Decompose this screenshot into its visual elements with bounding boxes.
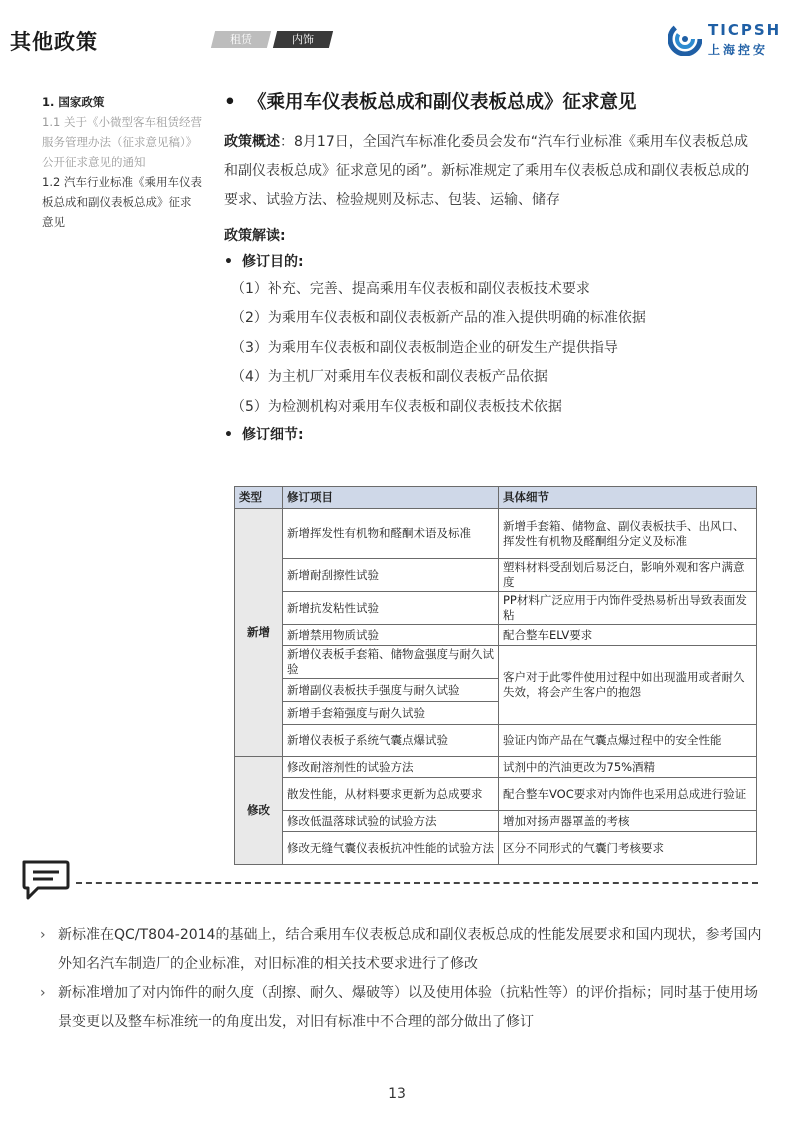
table-header-row xyxy=(235,487,757,509)
table-cell-item: 新增抗发粘性试验 xyxy=(283,592,499,625)
table-cell-item: 新增挥发性有机物和醛酮术语及标准 xyxy=(283,509,499,559)
section-title xyxy=(224,88,758,118)
details-bullet: • xyxy=(224,427,233,444)
company-logo xyxy=(668,20,788,60)
table-cell-item: 新增副仪表板扶手强度与耐久试验 xyxy=(283,679,499,702)
purpose-item: （5）为检测机构对乘用车仪表板和副仪表板技术依据 xyxy=(231,398,562,415)
table-row xyxy=(235,811,757,832)
purpose-heading-text: 修订目的: xyxy=(242,254,304,270)
logo-text: TICPSH xyxy=(708,21,782,39)
logo-subtitle: 上海控安 xyxy=(708,43,769,57)
sidebar-item-1-2[interactable]: 1.2 汽车行业标准《乘用车仪表板总成和副仪表板总成》征求意见 xyxy=(42,175,202,229)
table-row xyxy=(235,559,757,592)
sidebar-item-1-1[interactable]: 1.1 关于《小微型客车租赁经营服务管理办法（征求意见稿）》公开征求意见的通知 xyxy=(42,115,202,169)
purpose-list xyxy=(224,275,758,422)
interpretation-colon: : xyxy=(280,228,286,244)
overview-paragraph xyxy=(224,128,758,215)
summary-notes xyxy=(40,921,764,1037)
comment-icon xyxy=(20,858,72,904)
dashed-divider xyxy=(76,882,758,884)
interpretation-label: 政策解读 xyxy=(224,228,280,244)
sidebar-heading[interactable]: 1. 国家政策 xyxy=(42,95,105,109)
table-row xyxy=(235,646,757,679)
chevron-right-icon: › xyxy=(40,985,46,1001)
table-cell-item: 新增耐刮擦性试验 xyxy=(283,559,499,592)
category-modify: 修改 xyxy=(235,757,283,865)
overview-text: ：8月17日，全国汽车标准化委员会发布“汽车行业标准《乘用车仪表板总成和副仪表板总成》征求意见的函”。新标准规定了乘用车仪表板总成和副仪表板总成的要求、试验方法、检验规则及标志、包装、运输、储存 xyxy=(224,134,750,208)
table-cell-detail: 塑料材料受刮划后易泛白，影响外观和客户满意度 xyxy=(499,559,757,592)
table-cell-detail: 客户对于此零件使用过程中如出现滥用或者耐久失效，将会产生客户的抱怨 xyxy=(499,646,757,725)
table-row xyxy=(235,592,757,625)
tag-interior xyxy=(273,31,333,48)
table-cell-detail: 增加对扬声器罩盖的考核 xyxy=(499,811,757,832)
page-title: 其他政策 xyxy=(10,30,98,54)
table-row xyxy=(235,757,757,778)
table-row xyxy=(235,509,757,559)
table-cell-item: 新增仪表板子系统气囊点爆试验 xyxy=(283,725,499,757)
table-cell-detail: 配合整车VOC要求对内饰件也采用总成进行验证 xyxy=(499,778,757,811)
details-heading-text: 修订细节: xyxy=(242,427,304,444)
main-content xyxy=(224,88,758,448)
table-row xyxy=(235,778,757,811)
table-cell-detail: 验证内饰产品在气囊点爆过程中的安全性能 xyxy=(499,725,757,757)
table-cell-item: 修改无缝气囊仪表板抗冲性能的试验方法 xyxy=(283,832,499,865)
table-cell-detail: 配合整车ELV要求 xyxy=(499,625,757,646)
chevron-right-icon: › xyxy=(40,927,46,943)
note-item xyxy=(40,979,764,1037)
table-cell-detail: 新增手套箱、储物盒、副仪表板扶手、出风口、 挥发性有机物及醛酮组分定义及标准 xyxy=(499,509,757,559)
revision-table xyxy=(234,486,757,865)
note-text: 新标准在QC/T804-2014的基础上，结合乘用车仪表板总成和副仪表板总成的性能发展要求和国内现状，参考国内外知名汽车制造厂的企业标准，对旧标准的相关技术要求进行了修改 xyxy=(58,927,762,972)
table-cell-item: 修改低温落球试验的试验方法 xyxy=(283,811,499,832)
table-cell-item: 新增禁用物质试验 xyxy=(283,625,499,646)
interpretation-heading xyxy=(224,223,758,249)
table-row xyxy=(235,625,757,646)
tag-leasing xyxy=(211,31,271,48)
logo-swirl-icon xyxy=(668,22,702,56)
header-detail: 具体细节 xyxy=(499,487,757,509)
category-new: 新增 xyxy=(235,509,283,757)
page-number: 13 xyxy=(388,1086,406,1102)
table-cell-item: 修改耐溶剂性的试验方法 xyxy=(283,757,499,778)
purpose-heading xyxy=(224,249,758,275)
section-title-text: 《乘用车仪表板总成和副仪表板总成》征求意见 xyxy=(248,92,637,113)
table-cell-detail: 区分不同形式的气囊门考核要求 xyxy=(499,832,757,865)
sidebar xyxy=(42,92,202,232)
table-cell-detail: 试剂中的汽油更改为75%酒精 xyxy=(499,757,757,778)
purpose-item: （4）为主机厂对乘用车仪表板和副仪表板产品依据 xyxy=(231,369,548,386)
purpose-item: （1）补充、完善、提高乘用车仪表板和副仪表板技术要求 xyxy=(231,281,590,297)
note-item xyxy=(40,921,764,979)
table-cell-item: 新增手套箱强度与耐久试验 xyxy=(283,702,499,725)
table-row xyxy=(235,832,757,865)
purpose-item: （2）为乘用车仪表板和副仪表板新产品的准入提供明确的标准依据 xyxy=(231,310,646,327)
header-item: 修订项目 xyxy=(283,487,499,509)
purpose-item: （3）为乘用车仪表板和副仪表板制造企业的研发生产提供指导 xyxy=(231,339,618,356)
header-type: 类型 xyxy=(235,487,283,509)
title-bullet: • xyxy=(224,92,236,113)
table-cell-item: 散发性能，从材料要求更新为总成要求 xyxy=(283,778,499,811)
table-cell-detail: PP材料广泛应用于内饰件受热易析出导致表面发粘 xyxy=(499,592,757,625)
table-cell-item: 新增仪表板手套箱、储物盒强度与耐久试验 xyxy=(283,646,499,679)
purpose-bullet: • xyxy=(224,254,233,270)
tag-interior-label: 内饰 xyxy=(292,33,314,46)
table-row xyxy=(235,725,757,757)
overview-label: 政策概述 xyxy=(224,134,280,150)
note-text: 新标准增加了对内饰件的耐久度（刮擦、耐久、爆破等）以及使用体验（抗粘性等）的评价指标；同时基于使用场景变更以及整车标准统一的角度出发，对旧有标准中不合理的部分做出了修订 xyxy=(58,985,758,1030)
tag-leasing-label: 租赁 xyxy=(230,33,252,46)
details-heading xyxy=(224,422,758,448)
